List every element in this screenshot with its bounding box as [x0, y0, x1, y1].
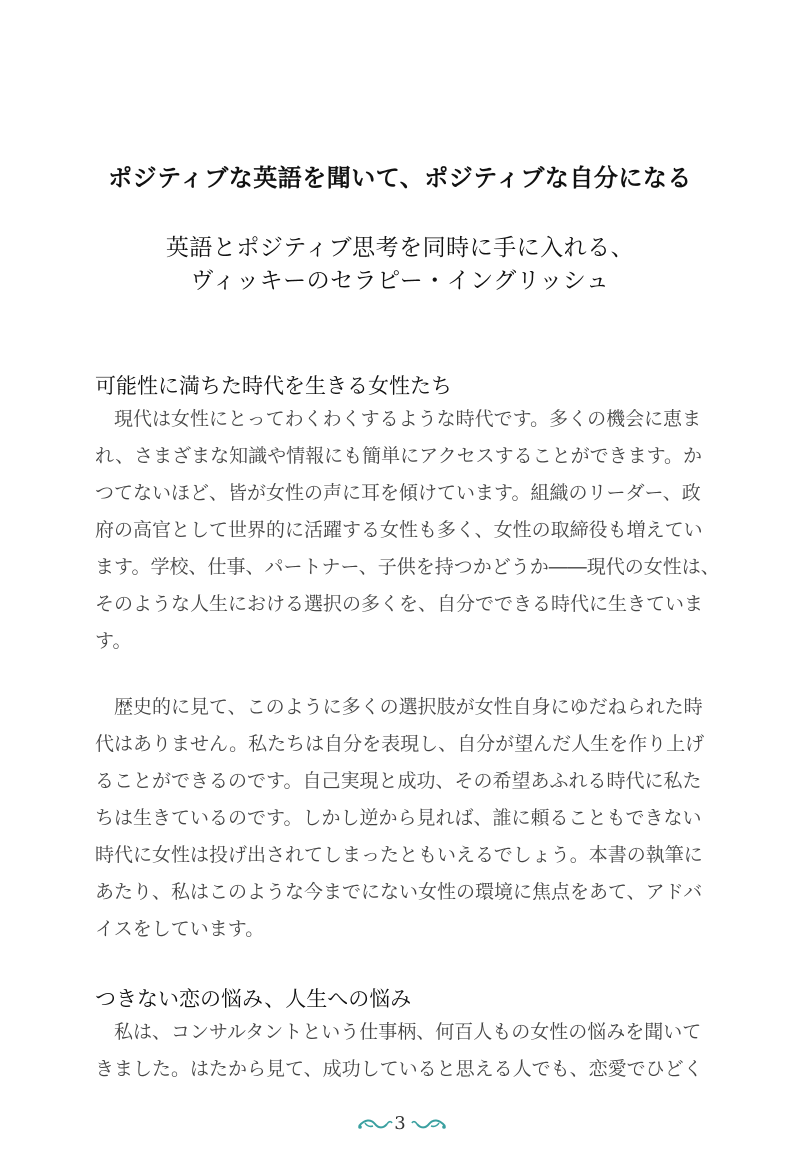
page-footer: [0, 1113, 800, 1137]
body-text-line: 現代は女性にとってわくわくするような時代です。多くの機会に恵ま: [95, 408, 702, 430]
subtitle-line-1: 英語とポジティブ思考を同時に手に入れる、: [165, 235, 635, 261]
body-text-line: ます。学校、仕事、パートナー、子供を持つかどうか――現代の女性は、: [95, 556, 720, 578]
body-text-line: ちは生きているのです。しかし逆から見れば、誰に頼ることもできない: [95, 807, 702, 829]
body-text-line: 時代に女性は投げ出されてしまったともいえるでしょう。本書の執筆に: [95, 844, 703, 866]
body-text-line: れ、さまざまな知識や情報にも簡単にアクセスすることができます。か: [95, 445, 703, 467]
subtitle-line-2: ヴィッキーのセラピー・イングリッシュ: [190, 268, 610, 294]
body-text-line: あたり、私はこのような今までにない女性の環境に焦点をあて、アドバ: [95, 881, 703, 903]
body-text-line: イスをしています。: [95, 918, 265, 940]
section-heading: 可能性に満ちた時代を生きる女性たち: [95, 374, 452, 398]
body-text-line: きました。はたから見て、成功していると思える人でも、恋愛でひどく: [95, 1058, 703, 1080]
ornament-right-icon: [411, 1113, 447, 1135]
body-text-line: 私は、コンサルタントという仕事柄、何百人もの女性の悩みを聞いて: [95, 1021, 702, 1043]
body-text-line: つてないほど、皆が女性の声に耳を傾けています。組織のリーダー、政: [95, 482, 701, 504]
body-text-line: 歴史的に見て、このように多くの選択肢が女性自身にゆだねられた時: [95, 696, 703, 718]
body-text-line: 代はありません。私たちは自分を表現し、自分が望んだ人生を作り上げ: [95, 733, 705, 755]
body-text-line: 府の高官として世界的に活躍する女性も多く、女性の取締役も増えてい: [95, 519, 703, 541]
page-number: 3: [394, 1113, 406, 1134]
body-text-line: ることができるのです。自己実現と成功、その希望あふれる時代に私た: [95, 770, 702, 792]
page-title: ポジティブな英語を聞いて、ポジティブな自分になる: [108, 164, 692, 192]
section-heading: つきない恋の悩み、人生への悩み: [95, 987, 412, 1011]
body-text-line: す。: [95, 630, 132, 652]
body-text-line: そのような人生における選択の多くを、自分でできる時代に生きていま: [95, 593, 704, 615]
